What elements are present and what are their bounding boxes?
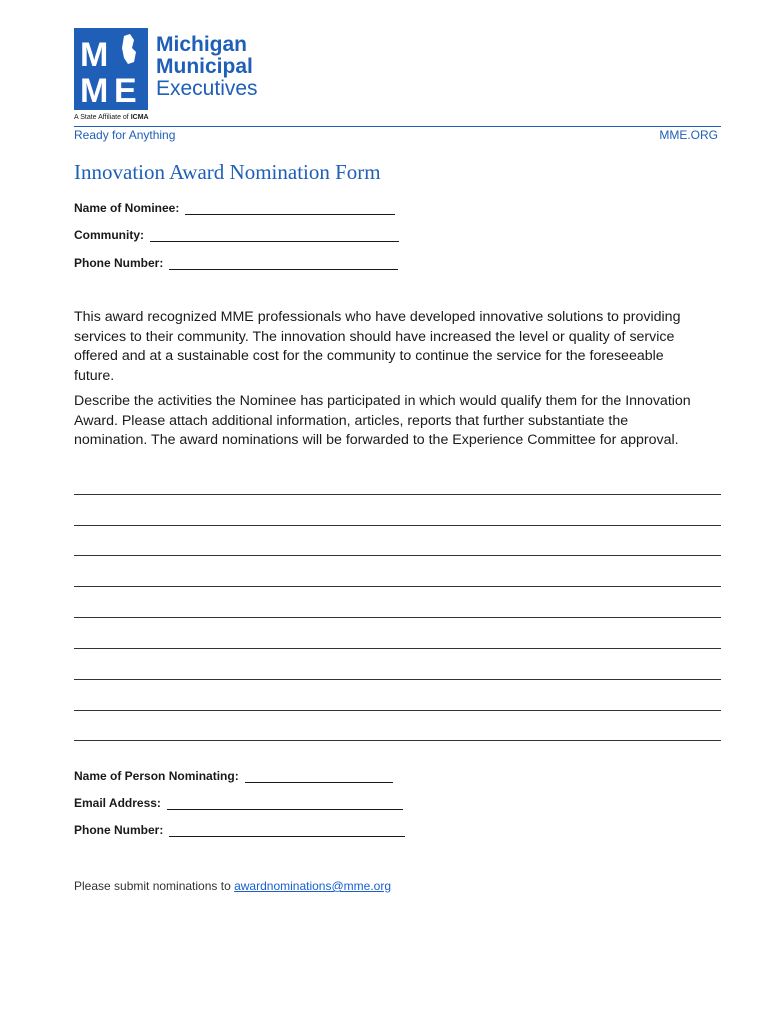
affiliate-line — [74, 114, 149, 121]
response-line-4[interactable] — [74, 586, 721, 587]
form-title: Innovation Award Nomination Form — [74, 160, 381, 184]
org-name — [156, 34, 258, 100]
nominator-phone-label: Phone Number: — [74, 823, 164, 837]
instructions-paragraph: Describe the activities the Nominee has participated in which would qualify them for the Innovation Award. Please attach additional information, articles, reports that further substantiate the nomination. The award nominations will be forwarded to the Experience Committee for approval. — [74, 393, 691, 448]
response-line-5[interactable] — [74, 617, 721, 618]
submit-text: Please submit nominations to — [74, 879, 231, 893]
nominator-name-input-line[interactable] — [245, 770, 393, 783]
org-name-line3: Executives — [156, 77, 258, 100]
community-label: Community: — [74, 228, 144, 242]
tagline: Ready for Anything — [74, 128, 176, 142]
nominee-name-field[interactable] — [74, 201, 395, 215]
nominator-email-label: Email Address: — [74, 796, 161, 810]
response-line-2[interactable] — [74, 525, 721, 526]
nominator-phone-input-line[interactable] — [169, 824, 405, 837]
nominator-email-field[interactable] — [74, 796, 403, 810]
logo-letter-e: E — [114, 72, 137, 110]
response-line-9[interactable] — [74, 740, 721, 741]
response-line-7[interactable] — [74, 679, 721, 680]
nominee-phone-label: Phone Number: — [74, 256, 164, 270]
logo-letter-m-top: M — [80, 36, 109, 74]
response-line-1[interactable] — [74, 494, 721, 495]
response-line-3[interactable] — [74, 555, 721, 556]
description-paragraph: This award recognized MME professionals who have developed innovative solutions to providing services to their community. The innovation should have increased the level or quality of service offered and at a sustainable cost for the community to continue the service for the foreseeable future. — [74, 309, 681, 384]
community-field[interactable] — [74, 228, 399, 242]
website-link[interactable]: MME.ORG — [659, 128, 718, 142]
affiliate-org: ICMA — [130, 114, 149, 121]
nominator-phone-field[interactable] — [74, 823, 405, 837]
org-name-line2: Municipal — [156, 55, 253, 78]
header-divider — [74, 126, 721, 127]
submit-instructions — [74, 879, 391, 893]
nominator-name-label: Name of Person Nominating: — [74, 769, 239, 783]
mme-logo-mark — [74, 28, 148, 110]
logo-letter-m-bottom: M — [80, 72, 109, 110]
nominee-phone-field[interactable] — [74, 256, 398, 270]
affiliate-prefix: A State Affiliate of — [74, 114, 129, 121]
nominee-name-label: Name of Nominee: — [74, 201, 180, 215]
submit-email-link[interactable]: awardnominations@mme.org — [234, 879, 392, 893]
nominee-name-input-line[interactable] — [185, 202, 395, 215]
michigan-mitten-icon — [74, 28, 148, 110]
nominee-phone-input-line[interactable] — [169, 257, 398, 270]
org-name-line1: Michigan — [156, 33, 248, 56]
nominator-email-input-line[interactable] — [167, 797, 403, 810]
nominator-name-field[interactable] — [74, 769, 393, 783]
community-input-line[interactable] — [150, 229, 399, 242]
response-line-6[interactable] — [74, 648, 721, 649]
response-line-8[interactable] — [74, 710, 721, 711]
